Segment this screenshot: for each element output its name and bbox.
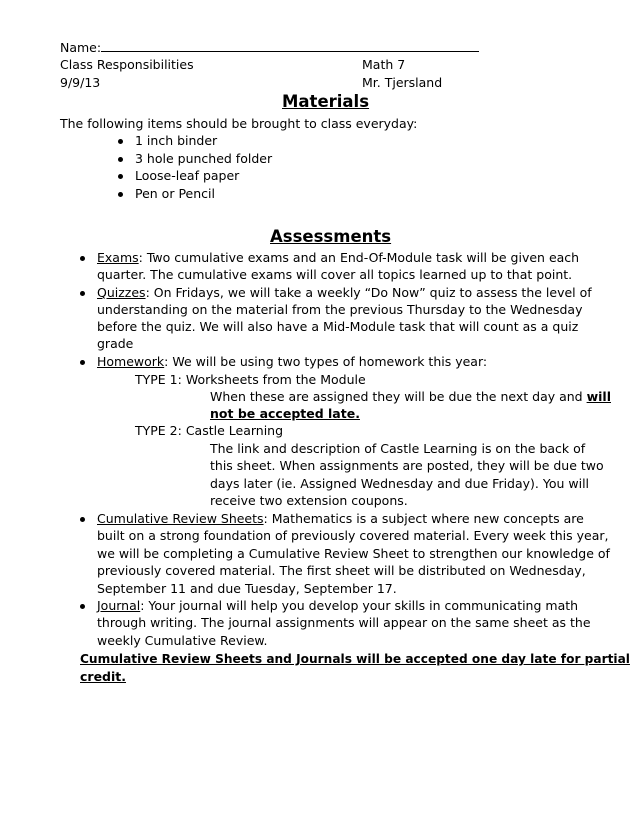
bullet-icon	[80, 291, 85, 296]
journal-text: : Your journal will help you develop your skills in communicating math	[140, 598, 579, 613]
review-text: : Mathematics is a subject where new concepts are	[263, 511, 584, 526]
review-line	[97, 510, 584, 528]
bullet-icon	[118, 192, 123, 197]
review-line: previously covered material. The first sheet will be distributed on Wednesday,	[97, 563, 586, 578]
journal-line: weekly Cumulative Review.	[97, 633, 268, 648]
quizzes-line	[97, 284, 592, 302]
quizzes-text: : On Fridays, we will take a weekly “Do Now” quiz to assess the level of	[145, 285, 592, 300]
homework-type1-text	[210, 388, 611, 406]
journal-line	[97, 597, 578, 615]
journal-term: Journal	[97, 598, 141, 613]
type1-text: When these are assigned they will be due the next day and	[210, 389, 587, 404]
subject: Math 7	[362, 57, 406, 72]
homework-type2-text: days later (ie. Assigned Wednesday and due Friday). You will	[210, 476, 590, 491]
homework-line	[97, 353, 487, 371]
homework-type2-label: TYPE 2: Castle Learning	[135, 423, 284, 438]
homework-type2-text: receive two extension coupons.	[210, 493, 408, 508]
homework-type2-text: this sheet. When assignments are posted, they will be due two	[210, 458, 604, 473]
bullet-icon	[118, 157, 123, 162]
homework-type1-label: TYPE 1: Worksheets from the Module	[135, 372, 366, 387]
quizzes-term: Quizzes	[97, 285, 146, 300]
materials-heading: Materials	[282, 92, 370, 111]
review-line: September 11 and due Tuesday, September 17.	[97, 581, 397, 596]
late-policy-note: Cumulative Review Sheets and Journals will be accepted one day late for partial	[80, 651, 630, 666]
bullet-icon	[80, 256, 85, 261]
homework-type2-text: The link and description of Castle Learning is on the back of	[210, 441, 586, 456]
homework-text: : We will be using two types of homework this year:	[164, 354, 488, 369]
homework-type1-emphasis: not be accepted late.	[210, 406, 360, 421]
assessments-heading: Assessments	[270, 227, 392, 246]
bullet-icon	[80, 360, 85, 365]
bullet-icon	[80, 604, 85, 609]
name-field	[60, 38, 479, 57]
type1-emphasis: will	[586, 389, 611, 404]
review-term: Cumulative Review Sheets	[97, 511, 264, 526]
late-policy-note: credit.	[80, 669, 127, 684]
course-title: Class Responsibilities	[60, 57, 194, 72]
materials-intro: The following items should be brought to class everyday:	[60, 116, 418, 131]
name-blank-line	[101, 38, 479, 52]
bullet-icon	[118, 174, 123, 179]
materials-item: Loose-leaf paper	[135, 168, 240, 183]
exams-line	[97, 249, 579, 267]
quizzes-line: before the quiz. We will also have a Mid-Module task that will count as a quiz	[97, 319, 579, 334]
quizzes-line: understanding on the material from the previous Thursday to the Wednesday	[97, 302, 583, 317]
bullet-icon	[118, 139, 123, 144]
date: 9/9/13	[60, 75, 101, 90]
homework-term: Homework	[97, 354, 165, 369]
exams-line: quarter. The cumulative exams will cover all topics learned up to that point.	[97, 267, 573, 282]
teacher-name: Mr. Tjersland	[362, 75, 443, 90]
bullet-icon	[80, 517, 85, 522]
materials-item: Pen or Pencil	[135, 186, 215, 201]
name-label: Name:	[60, 40, 102, 55]
materials-item: 1 inch binder	[135, 133, 218, 148]
materials-item: 3 hole punched folder	[135, 151, 273, 166]
review-line: built on a strong foundation of previously covered material. Every week this year,	[97, 528, 609, 543]
exams-text: : Two cumulative exams and an End-Of-Module task will be given each	[138, 250, 580, 265]
journal-line: through writing. The journal assignments will appear on the same sheet as the	[97, 615, 591, 630]
quizzes-line: grade	[97, 336, 134, 351]
exams-term: Exams	[97, 250, 139, 265]
review-line: we will be completing a Cumulative Review Sheet to strengthen our knowledge of	[97, 546, 610, 561]
